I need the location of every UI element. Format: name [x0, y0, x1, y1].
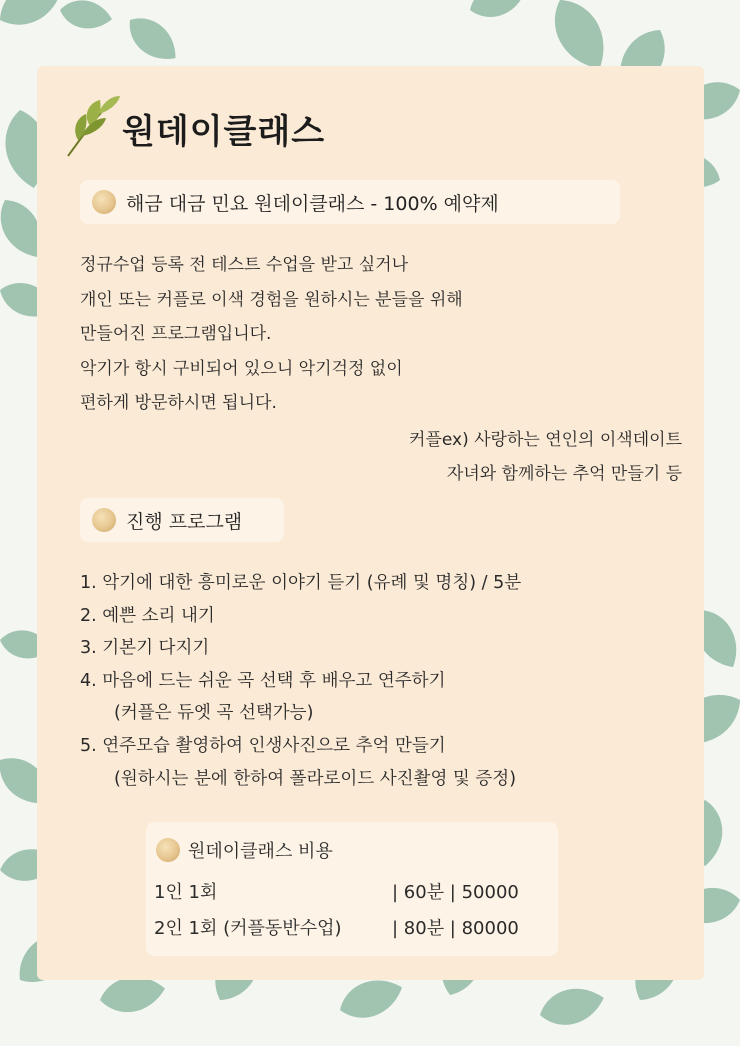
intro-line: 편하게 방문하시면 됩니다.: [80, 393, 277, 413]
intro-line: 악기가 항시 구비되어 있으니 악기걱정 없이: [80, 358, 403, 379]
leaf-sprig-icon: [62, 90, 124, 160]
price-detail: | 60분 | 50000: [392, 882, 519, 903]
price-detail: | 80분 | 80000: [392, 918, 519, 939]
page-title: 원데이클래스: [122, 112, 326, 152]
section-heading-text: 진행 프로그램: [126, 510, 243, 533]
program-list: [80, 567, 521, 795]
intro-line: 정규수업 등록 전 테스트 수업을 받고 싶거나: [80, 255, 409, 275]
price-label: 1인 1회: [154, 882, 218, 903]
program-item: 5. 연주모습 촬영하여 인생사진으로 추억 만들기: [80, 735, 446, 756]
example-line: 자녀와 함께하는 추억 만들기 등: [446, 464, 682, 484]
bead-bullet-icon: [156, 838, 180, 862]
program-item: 1. 악기에 대한 흥미로운 이야기 듣기 (유례 및 명칭) / 5분: [80, 573, 522, 593]
cost-title: 원데이클래스 비용: [188, 841, 333, 862]
price-row: [154, 878, 519, 904]
examples-text: [409, 423, 682, 491]
program-item: 3. 기본기 다지기: [80, 638, 210, 659]
price-row: [154, 914, 519, 940]
section-heading-text: 해금 대금 민요 원데이클래스 - 100% 예약제: [126, 192, 499, 215]
intro-line: 개인 또는 커플로 이색 경험을 원하시는 분들을 위해: [80, 289, 463, 310]
section-heading-oneday: [80, 180, 620, 224]
cost-box: [146, 822, 558, 956]
intro-line: 만들어진 프로그램입니다.: [80, 324, 272, 344]
program-item-note: (원하시는 분에 한하여 폴라로이드 사진촬영 및 증정): [114, 768, 517, 789]
intro-paragraph: [80, 248, 463, 421]
bead-bullet-icon: [92, 190, 116, 214]
program-item: 2. 예쁜 소리 내기: [80, 605, 215, 626]
program-item: 4. 마음에 드는 쉬운 곡 선택 후 배우고 연주하기: [80, 670, 446, 691]
example-line: 커플ex) 사랑하는 연인의 이색데이트: [409, 430, 682, 450]
price-label: 2인 1회 (커플동반수업): [154, 918, 342, 939]
cost-heading: [156, 837, 333, 863]
section-heading-program: [80, 498, 284, 542]
bead-bullet-icon: [92, 508, 116, 532]
program-item-note: (커플은 듀엣 곡 선택가능): [114, 703, 314, 724]
